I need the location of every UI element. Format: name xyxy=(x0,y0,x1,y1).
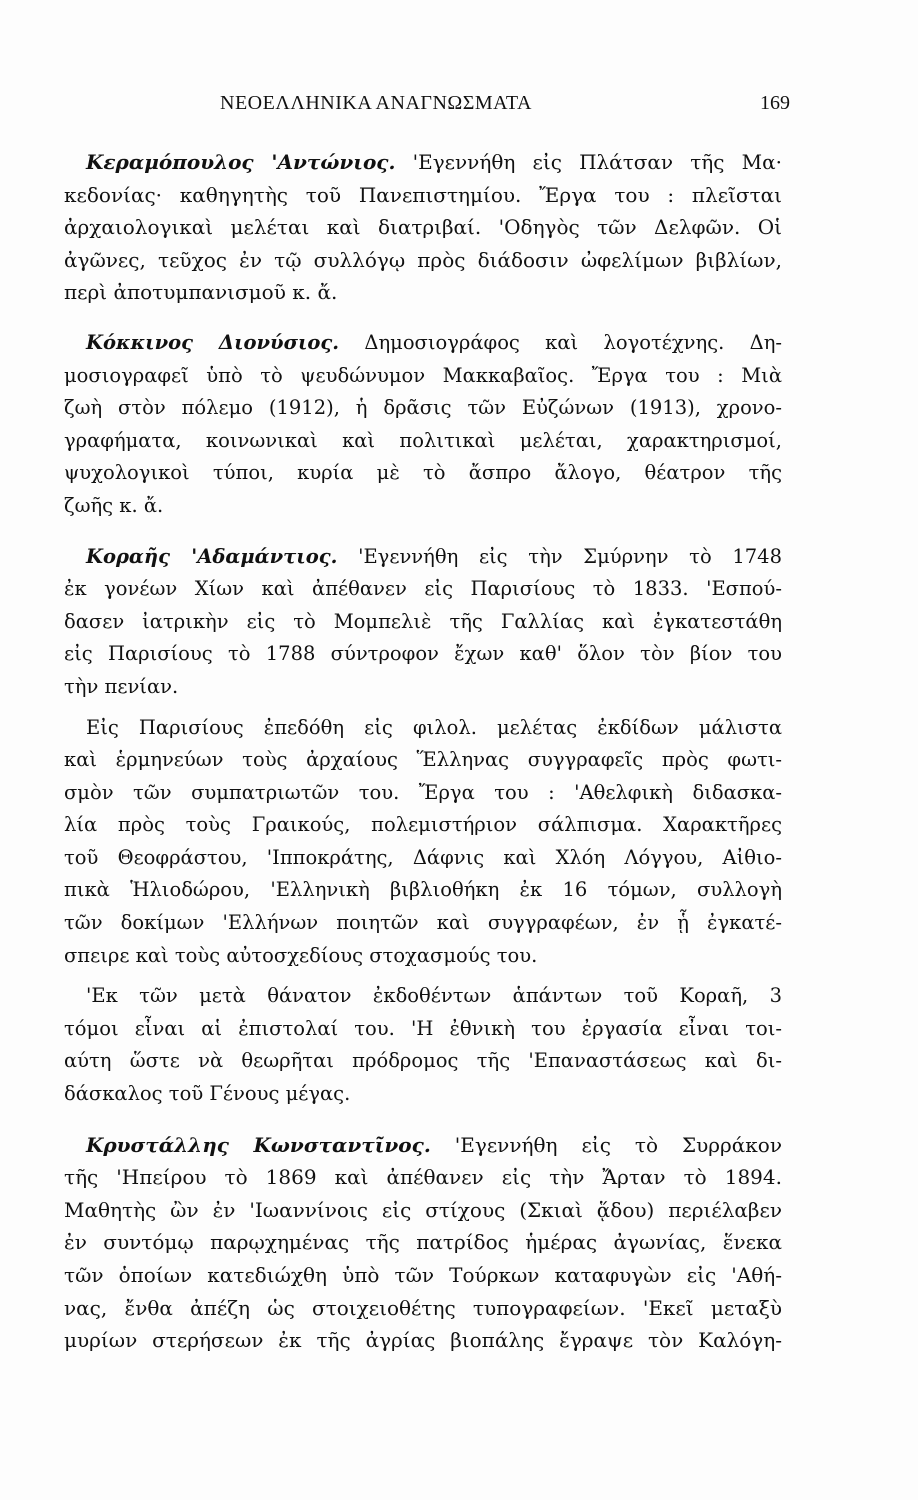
entry-name: Κοραῆς 'Αδαμάντιος. xyxy=(86,544,338,568)
text-line: 'Εκ τῶν μετὰ θάνατον ἐκδοθέντων ἁπάντων τοῦ Κοραῆ, 3 xyxy=(86,984,782,1008)
text-line: τῆς 'Ηπείρου τὸ 1869 καὶ ἀπέθανεν εἰς τὴν Ἄρταν τὸ 1894. xyxy=(64,1165,782,1190)
page-header xyxy=(60,92,790,122)
text-line: μοσιογραφεῖ ὑπὸ τὸ ψευδώνυμον Μακκαβαῖος. Ἔργα του : Μιὰ xyxy=(64,363,782,387)
text-line: γραφήματα, κοινωνικαὶ καὶ πολιτικαὶ μελέται, χαρακτηρισμοί, xyxy=(64,428,782,452)
text-line: λία πρὸς τοὺς Γραικούς, πολεμιστήριον σάλπισμα. Χαρακτῆρες xyxy=(64,813,782,837)
paragraph xyxy=(64,541,782,704)
text-line: καὶ ἑρμηνεύων τοὺς ἀρχαίους Ἕλληνας συγγραφεῖς πρὸς φωτι- xyxy=(64,748,782,772)
entry-koraes xyxy=(64,541,782,1111)
body-text xyxy=(64,146,782,1375)
paragraph xyxy=(64,980,782,1110)
text-line: ψυχολογικοὶ τύποι, κυρία μὲ τὸ ἄσπρο ἄλογο, θέατρον τῆς xyxy=(64,461,782,485)
entry-name: Κεραμόπουλος 'Αντώνιος. xyxy=(86,150,396,174)
page-number: 169 xyxy=(760,92,790,114)
entry-kokkinos xyxy=(64,327,782,523)
paragraph xyxy=(64,712,782,973)
text-line: νας, ἔνθα ἀπέζη ὡς στοιχειοθέτης τυπογραφείων. 'Εκεῖ μεταξὺ xyxy=(64,1295,782,1320)
text-line: περὶ ἀποτυμπανισμοῦ κ. ἄ. xyxy=(64,280,338,305)
text-line: τόμοι εἶναι αἱ ἐπιστολαί του. 'Η ἐθνικὴ του ἐργασία εἶναι τοι- xyxy=(64,1016,782,1040)
entry-name: Κόκκινος Διονύσιος. xyxy=(86,330,340,354)
text-line: ἀρχαιολογικαὶ μελέται καὶ διατριβαί. 'Οδηγὸς τῶν Δελφῶν. Οἱ xyxy=(64,215,782,240)
running-title: ΝΕΟΕΛΛΗΝΙΚΑ ΑΝΑΓΝΩΣΜΑΤΑ xyxy=(220,92,532,114)
text-line: αύτη ὥστε νὰ θεωρῆται πρόδρομος τῆς 'Επαναστάσεως καὶ δι- xyxy=(64,1049,782,1073)
text-line: σπειρε καὶ τοὺς αὐτοσχεδίους στοχασμούς του. xyxy=(64,943,538,967)
text-line: Εἰς Παρισίους ἐπεδόθη εἰς φιλολ. μελέτας ἐκδίδων μάλιστα xyxy=(86,715,782,739)
text-line: δασεν ἰατρικὴν εἰς τὸ Μομπελιὲ τῆς Γαλλίας καὶ ἐγκατεστάθη xyxy=(64,609,782,633)
text-line: Κοραῆς 'Αδαμάντιος. 'Εγεννήθη εἰς τὴν Σμύρνην τὸ 1748 xyxy=(86,544,782,568)
text-line: ἀγῶνες, τεῦχος ἐν τῷ συλλόγῳ πρὸς διάδοσιν ὠφελίμων βιβλίων, xyxy=(64,247,782,272)
text-line: δάσκαλος τοῦ Γένους μέγας. xyxy=(64,1082,351,1106)
text-line: τῶν ὁποίων κατεδιώχθη ὑπὸ τῶν Τούρκων καταφυγὼν εἰς 'Αθή- xyxy=(64,1263,782,1287)
text-line: πικὰ Ἡλιοδώρου, 'Ελληνικὴ βιβλιοθήκη ἐκ 16 τόμων, συλλογὴ xyxy=(64,878,782,902)
text-line: σμὸν τῶν συμπατριωτῶν του. Ἔργα του : 'Αθελφικὴ διδασκα- xyxy=(64,780,782,804)
entry-keramopoulos xyxy=(64,146,782,309)
text-line: Κρυστάλλης Κωνσταντῖνος. 'Εγεννήθη εἰς τὸ Συρράκον xyxy=(86,1132,782,1157)
text-line: Κόκκινος Διονύσιος. Δημοσιογράφος καὶ λογοτέχνης. Δη- xyxy=(86,330,783,354)
entry-name: Κρυστάλλης Κωνσταντῖνος. xyxy=(86,1132,431,1157)
entry-krystallis xyxy=(64,1129,782,1357)
text-line: τῶν δοκίμων 'Ελλήνων ποιητῶν καὶ συγγραφέων, ἐν ᾗ ἐγκατέ- xyxy=(64,911,782,935)
text-line: κεδονίας· καθηγητὴς τοῦ Πανεπιστημίου. Ἔργα του : πλεῖσται xyxy=(64,182,782,207)
text-line: Κεραμόπουλος 'Αντώνιος. 'Εγεννήθη εἰς Πλάτσαν τῆς Μα· xyxy=(86,150,782,174)
text-line: τὴν πενίαν. xyxy=(64,674,179,698)
text-line: τοῦ Θεοφράστου, 'Ιπποκράτης, Δάφνις καὶ Χλόη Λόγγου, Αἰθιο- xyxy=(64,845,782,869)
text-line: μυρίων στερήσεων ἐκ τῆς ἀγρίας βιοπάλης ἔγραψε τὸν Καλόγη- xyxy=(64,1328,782,1353)
text-line: ἐν συντόμῳ παρῳχημένας τῆς πατρίδος ἡμέρας ἀγωνίας, ἕνεκα xyxy=(64,1230,782,1255)
text-line: ζωὴ στὸν πόλεμο (1912), ἡ δρᾶσις τῶν Εὐζώνων (1913), χρονο- xyxy=(64,396,782,420)
text-line: ἐκ γονέων Χίων καὶ ἀπέθανεν εἰς Παρισίους τὸ 1833. 'Εσπού- xyxy=(64,577,782,601)
text-line: Μαθητὴς ὢν ἐν 'Ιωαννίνοις εἰς στίχους (Σκιαὶ ᾅδου) περιέλαβεν xyxy=(64,1197,782,1222)
text-line: ζωῆς κ. ἄ. xyxy=(64,493,164,517)
text-line: εἰς Παρισίους τὸ 1788 σύντροφον ἔχων καθ' ὅλον τὸν βίον του xyxy=(64,642,782,666)
